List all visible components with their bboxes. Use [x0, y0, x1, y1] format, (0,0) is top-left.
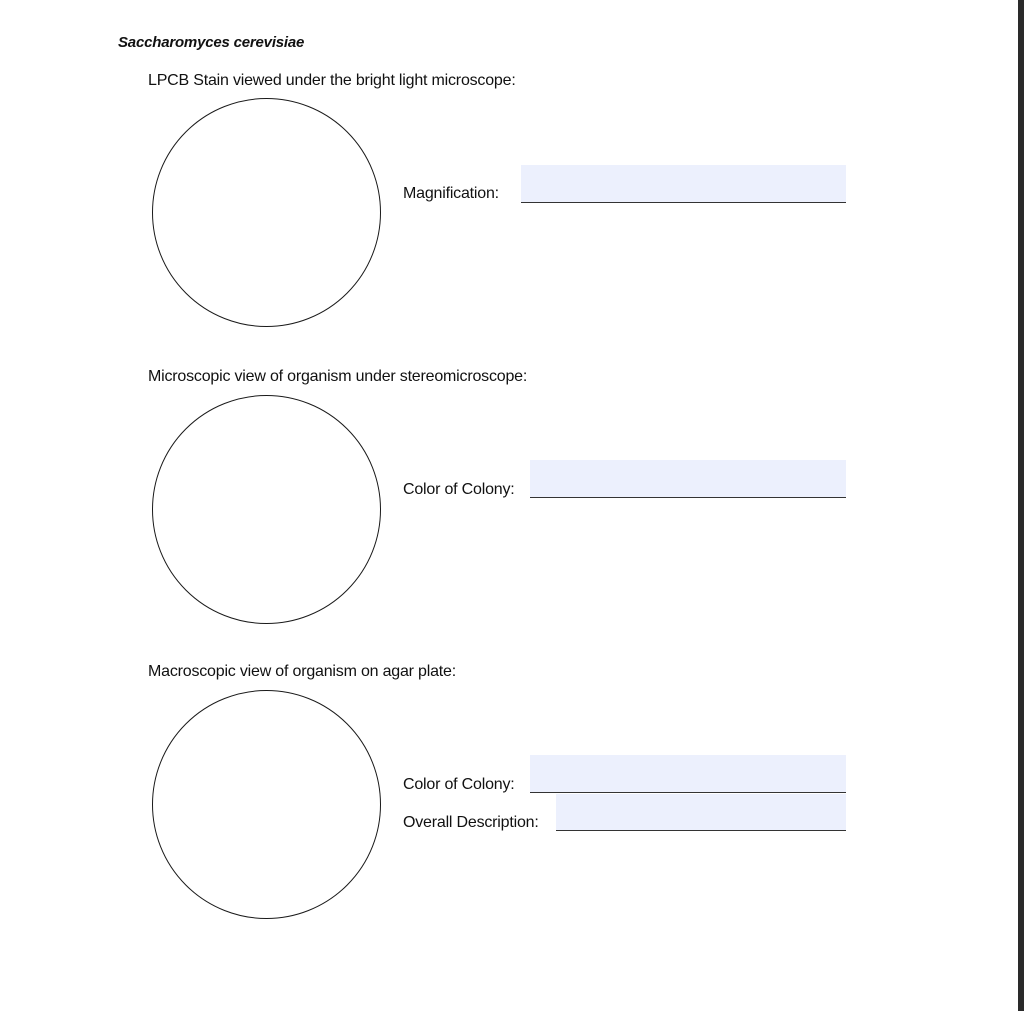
section-heading-stereomicroscope: Microscopic view of organism under stereomicroscope:	[148, 368, 528, 385]
colony-color-input-stereo[interactable]	[530, 460, 846, 498]
overall-description-label: Overall Description:	[403, 814, 539, 831]
magnification-label: Magnification:	[403, 185, 499, 202]
colony-color-label-stereo: Color of Colony:	[403, 481, 515, 498]
magnification-input[interactable]	[521, 165, 846, 203]
drawing-circle-agar-plate	[152, 690, 381, 919]
section-heading-agar-plate: Macroscopic view of organism on agar plate:	[148, 663, 456, 680]
colony-color-label-agar: Color of Colony:	[403, 776, 515, 793]
page-edge-shadow	[1018, 0, 1024, 1011]
drawing-circle-bright-light	[152, 98, 381, 327]
overall-description-input[interactable]	[556, 794, 846, 831]
drawing-circle-stereomicroscope	[152, 395, 381, 624]
section-heading-bright-light: LPCB Stain viewed under the bright light microscope:	[148, 72, 516, 89]
organism-title: Saccharomyces cerevisiae	[118, 34, 305, 51]
colony-color-input-agar[interactable]	[530, 755, 846, 793]
